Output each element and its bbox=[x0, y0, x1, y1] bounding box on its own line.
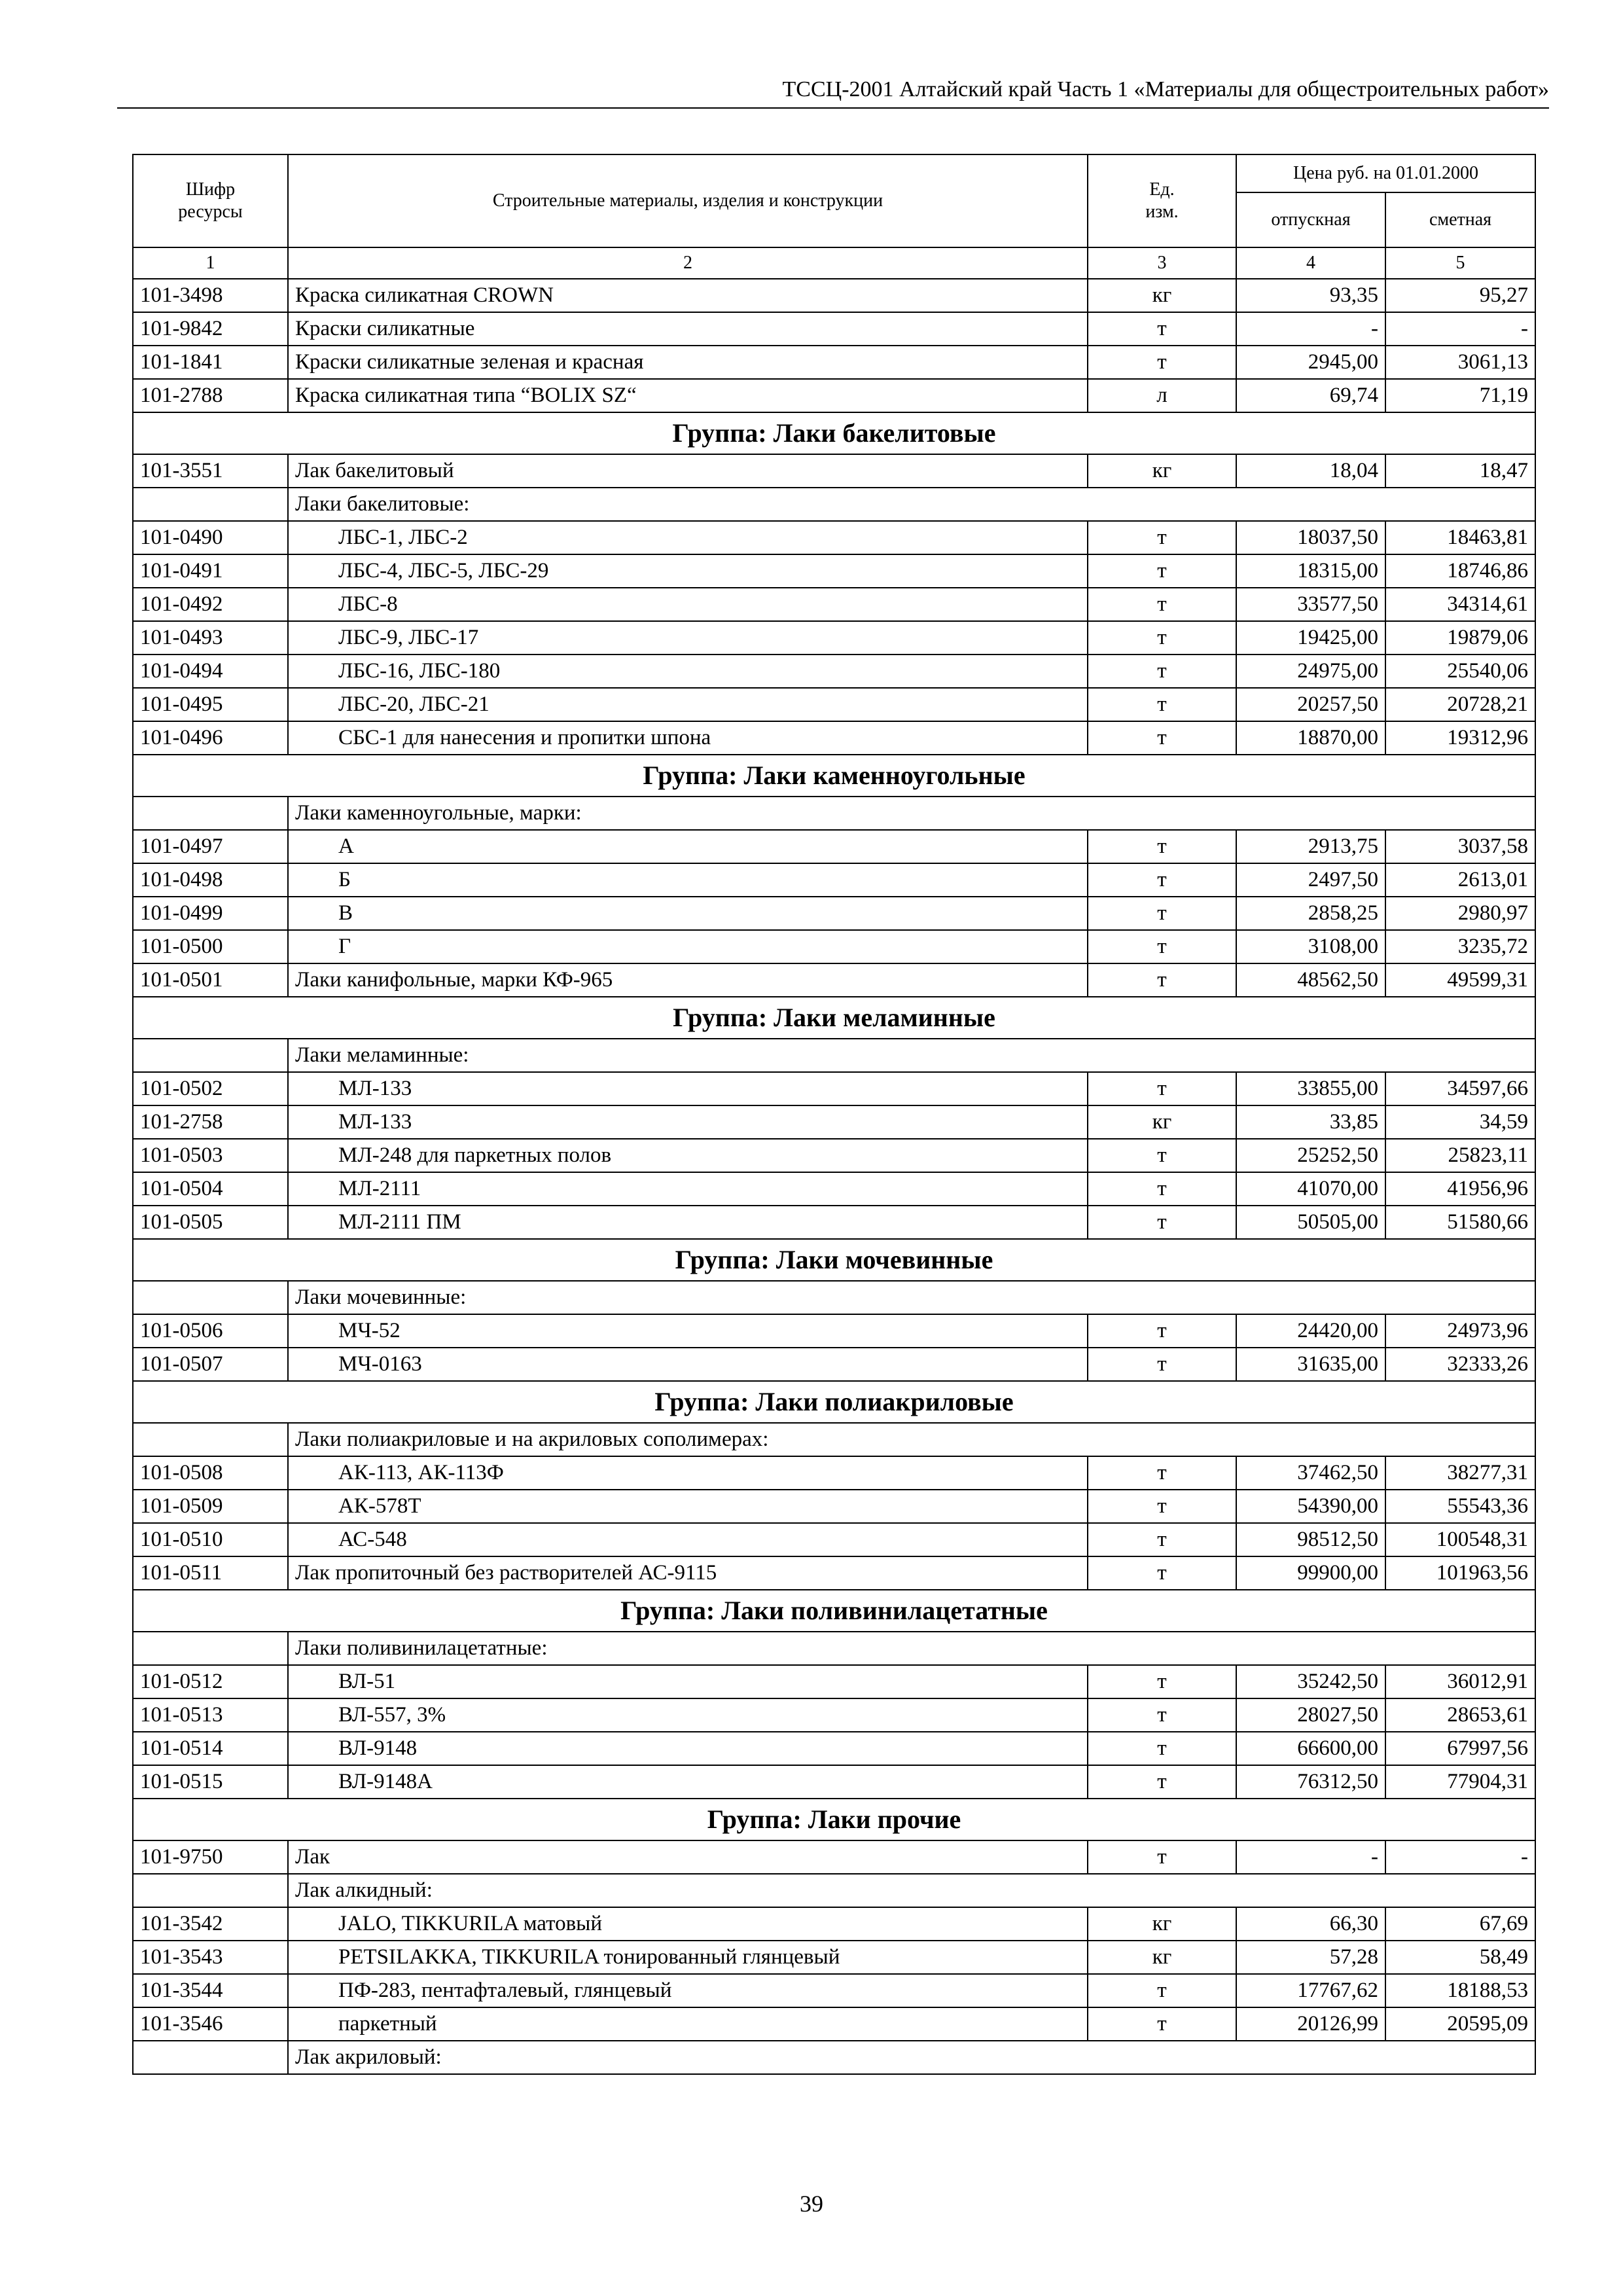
subheader-label: Лаки поливинилацетатные: bbox=[288, 1632, 1535, 1665]
cell-code: 101-0503 bbox=[133, 1139, 288, 1172]
cell-release-price: 2913,75 bbox=[1236, 830, 1385, 863]
cell-estimate-price: 38277,31 bbox=[1385, 1456, 1535, 1490]
subheader-label: Лаки каменноугольные, марки: bbox=[288, 797, 1535, 830]
subheader-row bbox=[133, 797, 1535, 830]
table-row bbox=[133, 721, 1535, 755]
cell-release-price: 98512,50 bbox=[1236, 1523, 1385, 1556]
subheader-row bbox=[133, 2041, 1535, 2074]
cell-name: АК-113, АК-113Ф bbox=[288, 1456, 1088, 1490]
column-number: 1 bbox=[133, 247, 288, 279]
column-numbers-row bbox=[133, 247, 1535, 279]
header-unit: Ед. изм. bbox=[1088, 154, 1236, 247]
cell-unit: т bbox=[1088, 621, 1236, 655]
cell-unit: т bbox=[1088, 554, 1236, 588]
cell-estimate-price: 20728,21 bbox=[1385, 688, 1535, 721]
cell-name: В bbox=[288, 897, 1088, 930]
cell-release-price: - bbox=[1236, 312, 1385, 346]
cell-release-price: 19425,00 bbox=[1236, 621, 1385, 655]
cell-name: ВЛ-9148 bbox=[288, 1732, 1088, 1765]
running-header-title: ТССЦ-2001 Алтайский край Часть 1 «Материалы для общестроительных работ» bbox=[782, 77, 1549, 101]
cell-release-price: 2945,00 bbox=[1236, 346, 1385, 379]
cell-release-price: 28027,50 bbox=[1236, 1698, 1385, 1732]
cell-code: 101-3542 bbox=[133, 1907, 288, 1941]
cell-code: 101-0512 bbox=[133, 1665, 288, 1698]
cell-estimate-price: 19879,06 bbox=[1385, 621, 1535, 655]
cell-estimate-price: 18746,86 bbox=[1385, 554, 1535, 588]
group-heading: Группа: Лаки мочевинные bbox=[133, 1239, 1535, 1281]
table-row bbox=[133, 521, 1535, 554]
subheader-row bbox=[133, 1039, 1535, 1072]
cell-name: АС-548 bbox=[288, 1523, 1088, 1556]
cell-estimate-price: 18463,81 bbox=[1385, 521, 1535, 554]
group-heading-row bbox=[133, 1381, 1535, 1423]
cell-unit: т bbox=[1088, 897, 1236, 930]
cell-name: МЧ-0163 bbox=[288, 1348, 1088, 1381]
cell-code: 101-1841 bbox=[133, 346, 288, 379]
cell-unit: т bbox=[1088, 1139, 1236, 1172]
cell-release-price: 93,35 bbox=[1236, 279, 1385, 312]
subheader-row bbox=[133, 1632, 1535, 1665]
cell-release-price: - bbox=[1236, 1840, 1385, 1874]
cell-name: МЛ-2111 ПМ bbox=[288, 1206, 1088, 1239]
cell-release-price: 99900,00 bbox=[1236, 1556, 1385, 1590]
cell-name: Краска силикатная типа “BOLIX SZ“ bbox=[288, 379, 1088, 412]
group-heading-row bbox=[133, 1239, 1535, 1281]
cell-release-price: 18,04 bbox=[1236, 454, 1385, 488]
group-heading: Группа: Лаки меламинные bbox=[133, 997, 1535, 1039]
cell-code: 101-0490 bbox=[133, 521, 288, 554]
cell-unit: т bbox=[1088, 830, 1236, 863]
table-row bbox=[133, 1907, 1535, 1941]
cell-code: 101-0510 bbox=[133, 1523, 288, 1556]
cell-unit: т bbox=[1088, 1314, 1236, 1348]
table-row bbox=[133, 1206, 1535, 1239]
cell-name: ЛБС-1, ЛБС-2 bbox=[288, 521, 1088, 554]
price-table-header bbox=[133, 154, 1535, 279]
cell-release-price: 66600,00 bbox=[1236, 1732, 1385, 1765]
subheader-label: Лаки меламинные: bbox=[288, 1039, 1535, 1072]
cell-code: 101-0506 bbox=[133, 1314, 288, 1348]
cell-unit: кг bbox=[1088, 454, 1236, 488]
cell-release-price: 25252,50 bbox=[1236, 1139, 1385, 1172]
cell-release-price: 18037,50 bbox=[1236, 521, 1385, 554]
cell-estimate-price: 58,49 bbox=[1385, 1941, 1535, 1974]
cell-estimate-price: 18188,53 bbox=[1385, 1974, 1535, 2007]
cell-unit: т bbox=[1088, 1523, 1236, 1556]
table-row bbox=[133, 554, 1535, 588]
cell-name: АК-578Т bbox=[288, 1490, 1088, 1523]
cell-release-price: 48562,50 bbox=[1236, 963, 1385, 997]
table-row bbox=[133, 312, 1535, 346]
cell-code: 101-0508 bbox=[133, 1456, 288, 1490]
table-row bbox=[133, 1941, 1535, 1974]
cell-unit: л bbox=[1088, 379, 1236, 412]
cell-code: 101-3544 bbox=[133, 1974, 288, 2007]
cell-name: ВЛ-557, 3% bbox=[288, 1698, 1088, 1732]
cell-estimate-price: 77904,31 bbox=[1385, 1765, 1535, 1799]
cell-release-price: 31635,00 bbox=[1236, 1348, 1385, 1381]
cell-release-price: 33,85 bbox=[1236, 1105, 1385, 1139]
cell-unit: т bbox=[1088, 1172, 1236, 1206]
cell-release-price: 76312,50 bbox=[1236, 1765, 1385, 1799]
table-row bbox=[133, 346, 1535, 379]
cell-release-price: 18315,00 bbox=[1236, 554, 1385, 588]
cell-code bbox=[133, 1039, 288, 1072]
cell-code: 101-0497 bbox=[133, 830, 288, 863]
cell-unit: т bbox=[1088, 1665, 1236, 1698]
header-name: Строительные материалы, изделия и конструкции bbox=[288, 154, 1088, 247]
cell-code: 101-0493 bbox=[133, 621, 288, 655]
table-row bbox=[133, 1732, 1535, 1765]
cell-code: 101-0498 bbox=[133, 863, 288, 897]
table-row bbox=[133, 1314, 1535, 1348]
cell-unit: т bbox=[1088, 346, 1236, 379]
table-row bbox=[133, 655, 1535, 688]
group-heading: Группа: Лаки прочие bbox=[133, 1799, 1535, 1840]
subheader-row bbox=[133, 488, 1535, 521]
cell-name: МЧ-52 bbox=[288, 1314, 1088, 1348]
cell-name: А bbox=[288, 830, 1088, 863]
group-heading-row bbox=[133, 412, 1535, 454]
cell-unit: т bbox=[1088, 312, 1236, 346]
cell-estimate-price: 34,59 bbox=[1385, 1105, 1535, 1139]
table-row bbox=[133, 1523, 1535, 1556]
cell-name: МЛ-133 bbox=[288, 1072, 1088, 1105]
cell-release-price: 3108,00 bbox=[1236, 930, 1385, 963]
cell-release-price: 35242,50 bbox=[1236, 1665, 1385, 1698]
cell-name: ПФ-283, пентафталевый, глянцевый bbox=[288, 1974, 1088, 2007]
cell-estimate-price: 2613,01 bbox=[1385, 863, 1535, 897]
cell-name: Лак bbox=[288, 1840, 1088, 1874]
table-row bbox=[133, 830, 1535, 863]
cell-name: Краски силикатные bbox=[288, 312, 1088, 346]
cell-name: МЛ-248 для паркетных полов bbox=[288, 1139, 1088, 1172]
cell-code bbox=[133, 1632, 288, 1665]
table-row bbox=[133, 1665, 1535, 1698]
cell-unit: кг bbox=[1088, 279, 1236, 312]
cell-unit: т bbox=[1088, 521, 1236, 554]
cell-estimate-price: 95,27 bbox=[1385, 279, 1535, 312]
cell-unit: т bbox=[1088, 588, 1236, 621]
cell-code: 101-0505 bbox=[133, 1206, 288, 1239]
cell-code: 101-0513 bbox=[133, 1698, 288, 1732]
group-heading-row bbox=[133, 1590, 1535, 1632]
cell-estimate-price: 28653,61 bbox=[1385, 1698, 1535, 1732]
table-row bbox=[133, 1348, 1535, 1381]
cell-unit: т bbox=[1088, 1072, 1236, 1105]
cell-code: 101-0504 bbox=[133, 1172, 288, 1206]
table-row bbox=[133, 1139, 1535, 1172]
cell-release-price: 54390,00 bbox=[1236, 1490, 1385, 1523]
cell-estimate-price: 3037,58 bbox=[1385, 830, 1535, 863]
cell-code: 101-0500 bbox=[133, 930, 288, 963]
table-row bbox=[133, 1072, 1535, 1105]
cell-unit: т bbox=[1088, 1765, 1236, 1799]
cell-estimate-price: 25823,11 bbox=[1385, 1139, 1535, 1172]
cell-unit: кг bbox=[1088, 1105, 1236, 1139]
cell-code: 101-0515 bbox=[133, 1765, 288, 1799]
cell-code: 101-0496 bbox=[133, 721, 288, 755]
table-row bbox=[133, 379, 1535, 412]
cell-estimate-price: 67997,56 bbox=[1385, 1732, 1535, 1765]
subheader-label: Лаки бакелитовые: bbox=[288, 488, 1535, 521]
cell-name: Краски силикатные зеленая и красная bbox=[288, 346, 1088, 379]
subheader-row bbox=[133, 1423, 1535, 1456]
table-row bbox=[133, 1172, 1535, 1206]
cell-code bbox=[133, 797, 288, 830]
cell-code: 101-3551 bbox=[133, 454, 288, 488]
cell-release-price: 2497,50 bbox=[1236, 863, 1385, 897]
cell-name: ЛБС-4, ЛБС-5, ЛБС-29 bbox=[288, 554, 1088, 588]
cell-name: Лаки канифольные, марки КФ-965 bbox=[288, 963, 1088, 997]
price-table-body bbox=[133, 279, 1535, 2074]
cell-code: 101-3546 bbox=[133, 2007, 288, 2041]
cell-unit: т bbox=[1088, 930, 1236, 963]
cell-unit: т bbox=[1088, 721, 1236, 755]
cell-name: Краска силикатная CROWN bbox=[288, 279, 1088, 312]
cell-release-price: 50505,00 bbox=[1236, 1206, 1385, 1239]
header-estimate-price: сметная bbox=[1385, 192, 1535, 247]
header-code: Шифр ресурсы bbox=[133, 154, 288, 247]
table-row bbox=[133, 1840, 1535, 1874]
cell-name: ЛБС-20, ЛБС-21 bbox=[288, 688, 1088, 721]
cell-release-price: 24420,00 bbox=[1236, 1314, 1385, 1348]
cell-release-price: 20126,99 bbox=[1236, 2007, 1385, 2041]
table-row bbox=[133, 1490, 1535, 1523]
cell-estimate-price: - bbox=[1385, 1840, 1535, 1874]
cell-name: PETSILAKKA, TIKKURILA тонированный глянцевый bbox=[288, 1941, 1088, 1974]
table-row bbox=[133, 588, 1535, 621]
table-row bbox=[133, 1105, 1535, 1139]
cell-release-price: 20257,50 bbox=[1236, 688, 1385, 721]
cell-code: 101-0502 bbox=[133, 1072, 288, 1105]
cell-code: 101-3498 bbox=[133, 279, 288, 312]
column-number: 5 bbox=[1385, 247, 1535, 279]
cell-release-price: 33577,50 bbox=[1236, 588, 1385, 621]
cell-estimate-price: 20595,09 bbox=[1385, 2007, 1535, 2041]
cell-name: ЛБС-16, ЛБС-180 bbox=[288, 655, 1088, 688]
cell-code: 101-2758 bbox=[133, 1105, 288, 1139]
cell-estimate-price: - bbox=[1385, 312, 1535, 346]
cell-unit: т bbox=[1088, 655, 1236, 688]
cell-name: ЛБС-8 bbox=[288, 588, 1088, 621]
cell-estimate-price: 32333,26 bbox=[1385, 1348, 1535, 1381]
table-row bbox=[133, 1456, 1535, 1490]
cell-name: JALO, TIKKURILA матовый bbox=[288, 1907, 1088, 1941]
cell-code: 101-0507 bbox=[133, 1348, 288, 1381]
cell-name: ВЛ-9148А bbox=[288, 1765, 1088, 1799]
cell-estimate-price: 24973,96 bbox=[1385, 1314, 1535, 1348]
group-heading: Группа: Лаки каменноугольные bbox=[133, 755, 1535, 797]
cell-name: МЛ-2111 bbox=[288, 1172, 1088, 1206]
running-header bbox=[117, 73, 1549, 109]
cell-code: 101-0509 bbox=[133, 1490, 288, 1523]
cell-code: 101-9750 bbox=[133, 1840, 288, 1874]
cell-estimate-price: 41956,96 bbox=[1385, 1172, 1535, 1206]
cell-unit: т bbox=[1088, 1556, 1236, 1590]
subheader-label: Лак акриловый: bbox=[288, 2041, 1535, 2074]
cell-release-price: 66,30 bbox=[1236, 1907, 1385, 1941]
table-row bbox=[133, 963, 1535, 997]
cell-estimate-price: 34314,61 bbox=[1385, 588, 1535, 621]
table-row bbox=[133, 1765, 1535, 1799]
cell-estimate-price: 71,19 bbox=[1385, 379, 1535, 412]
table-row bbox=[133, 454, 1535, 488]
table-row bbox=[133, 930, 1535, 963]
cell-name: паркетный bbox=[288, 2007, 1088, 2041]
cell-estimate-price: 101963,56 bbox=[1385, 1556, 1535, 1590]
cell-estimate-price: 3061,13 bbox=[1385, 346, 1535, 379]
table-row bbox=[133, 621, 1535, 655]
cell-estimate-price: 67,69 bbox=[1385, 1907, 1535, 1941]
group-heading: Группа: Лаки поливинилацетатные bbox=[133, 1590, 1535, 1632]
cell-name: Лак бакелитовый bbox=[288, 454, 1088, 488]
cell-estimate-price: 51580,66 bbox=[1385, 1206, 1535, 1239]
cell-name: СБС-1 для нанесения и пропитки шпона bbox=[288, 721, 1088, 755]
cell-code: 101-0501 bbox=[133, 963, 288, 997]
header-price-group: Цена руб. на 01.01.2000 bbox=[1236, 154, 1535, 192]
table-row bbox=[133, 1698, 1535, 1732]
cell-unit: кг bbox=[1088, 1907, 1236, 1941]
cell-release-price: 24975,00 bbox=[1236, 655, 1385, 688]
group-heading: Группа: Лаки бакелитовые bbox=[133, 412, 1535, 454]
cell-code bbox=[133, 1281, 288, 1314]
cell-unit: т bbox=[1088, 1840, 1236, 1874]
cell-release-price: 33855,00 bbox=[1236, 1072, 1385, 1105]
table-row bbox=[133, 1974, 1535, 2007]
price-table bbox=[132, 154, 1536, 2075]
cell-code: 101-0495 bbox=[133, 688, 288, 721]
cell-release-price: 18870,00 bbox=[1236, 721, 1385, 755]
column-number: 4 bbox=[1236, 247, 1385, 279]
cell-unit: кг bbox=[1088, 1941, 1236, 1974]
table-row bbox=[133, 863, 1535, 897]
cell-unit: т bbox=[1088, 2007, 1236, 2041]
cell-unit: т bbox=[1088, 963, 1236, 997]
cell-estimate-price: 2980,97 bbox=[1385, 897, 1535, 930]
cell-estimate-price: 19312,96 bbox=[1385, 721, 1535, 755]
cell-unit: т bbox=[1088, 863, 1236, 897]
column-number: 3 bbox=[1088, 247, 1236, 279]
cell-estimate-price: 34597,66 bbox=[1385, 1072, 1535, 1105]
subheader-label: Лаки полиакриловые и на акриловых сополимерах: bbox=[288, 1423, 1535, 1456]
cell-code: 101-0491 bbox=[133, 554, 288, 588]
cell-release-price: 17767,62 bbox=[1236, 1974, 1385, 2007]
cell-name: ВЛ-51 bbox=[288, 1665, 1088, 1698]
cell-unit: т bbox=[1088, 1456, 1236, 1490]
cell-code bbox=[133, 488, 288, 521]
cell-code: 101-0492 bbox=[133, 588, 288, 621]
cell-name: МЛ-133 bbox=[288, 1105, 1088, 1139]
header-release-price: отпускная bbox=[1236, 192, 1385, 247]
cell-unit: т bbox=[1088, 1348, 1236, 1381]
table-row bbox=[133, 688, 1535, 721]
table-row bbox=[133, 279, 1535, 312]
cell-code: 101-9842 bbox=[133, 312, 288, 346]
group-heading-row bbox=[133, 755, 1535, 797]
cell-unit: т bbox=[1088, 1732, 1236, 1765]
cell-name: Г bbox=[288, 930, 1088, 963]
cell-estimate-price: 36012,91 bbox=[1385, 1665, 1535, 1698]
cell-code bbox=[133, 1874, 288, 1907]
cell-code: 101-3543 bbox=[133, 1941, 288, 1974]
cell-name: ЛБС-9, ЛБС-17 bbox=[288, 621, 1088, 655]
cell-estimate-price: 25540,06 bbox=[1385, 655, 1535, 688]
cell-code: 101-0511 bbox=[133, 1556, 288, 1590]
table-row bbox=[133, 1556, 1535, 1590]
subheader-row bbox=[133, 1281, 1535, 1314]
cell-release-price: 37462,50 bbox=[1236, 1456, 1385, 1490]
table-row bbox=[133, 897, 1535, 930]
cell-unit: т bbox=[1088, 1490, 1236, 1523]
group-heading: Группа: Лаки полиакриловые bbox=[133, 1381, 1535, 1423]
cell-unit: т bbox=[1088, 1206, 1236, 1239]
cell-code bbox=[133, 1423, 288, 1456]
cell-estimate-price: 18,47 bbox=[1385, 454, 1535, 488]
cell-unit: т bbox=[1088, 1974, 1236, 2007]
group-heading-row bbox=[133, 1799, 1535, 1840]
table-row bbox=[133, 2007, 1535, 2041]
cell-estimate-price: 55543,36 bbox=[1385, 1490, 1535, 1523]
cell-name: Б bbox=[288, 863, 1088, 897]
column-number: 2 bbox=[288, 247, 1088, 279]
cell-code: 101-2788 bbox=[133, 379, 288, 412]
cell-release-price: 41070,00 bbox=[1236, 1172, 1385, 1206]
page-number: 39 bbox=[800, 2191, 823, 2217]
cell-code: 101-0499 bbox=[133, 897, 288, 930]
cell-release-price: 2858,25 bbox=[1236, 897, 1385, 930]
cell-code: 101-0514 bbox=[133, 1732, 288, 1765]
subheader-label: Лаки мочевинные: bbox=[288, 1281, 1535, 1314]
group-heading-row bbox=[133, 997, 1535, 1039]
cell-name: Лак пропиточный без растворителей АС-9115 bbox=[288, 1556, 1088, 1590]
cell-estimate-price: 100548,31 bbox=[1385, 1523, 1535, 1556]
cell-unit: т bbox=[1088, 1698, 1236, 1732]
subheader-label: Лак алкидный: bbox=[288, 1874, 1535, 1907]
cell-release-price: 69,74 bbox=[1236, 379, 1385, 412]
cell-code bbox=[133, 2041, 288, 2074]
cell-unit: т bbox=[1088, 688, 1236, 721]
cell-code: 101-0494 bbox=[133, 655, 288, 688]
subheader-row bbox=[133, 1874, 1535, 1907]
cell-estimate-price: 49599,31 bbox=[1385, 963, 1535, 997]
cell-estimate-price: 3235,72 bbox=[1385, 930, 1535, 963]
cell-release-price: 57,28 bbox=[1236, 1941, 1385, 1974]
